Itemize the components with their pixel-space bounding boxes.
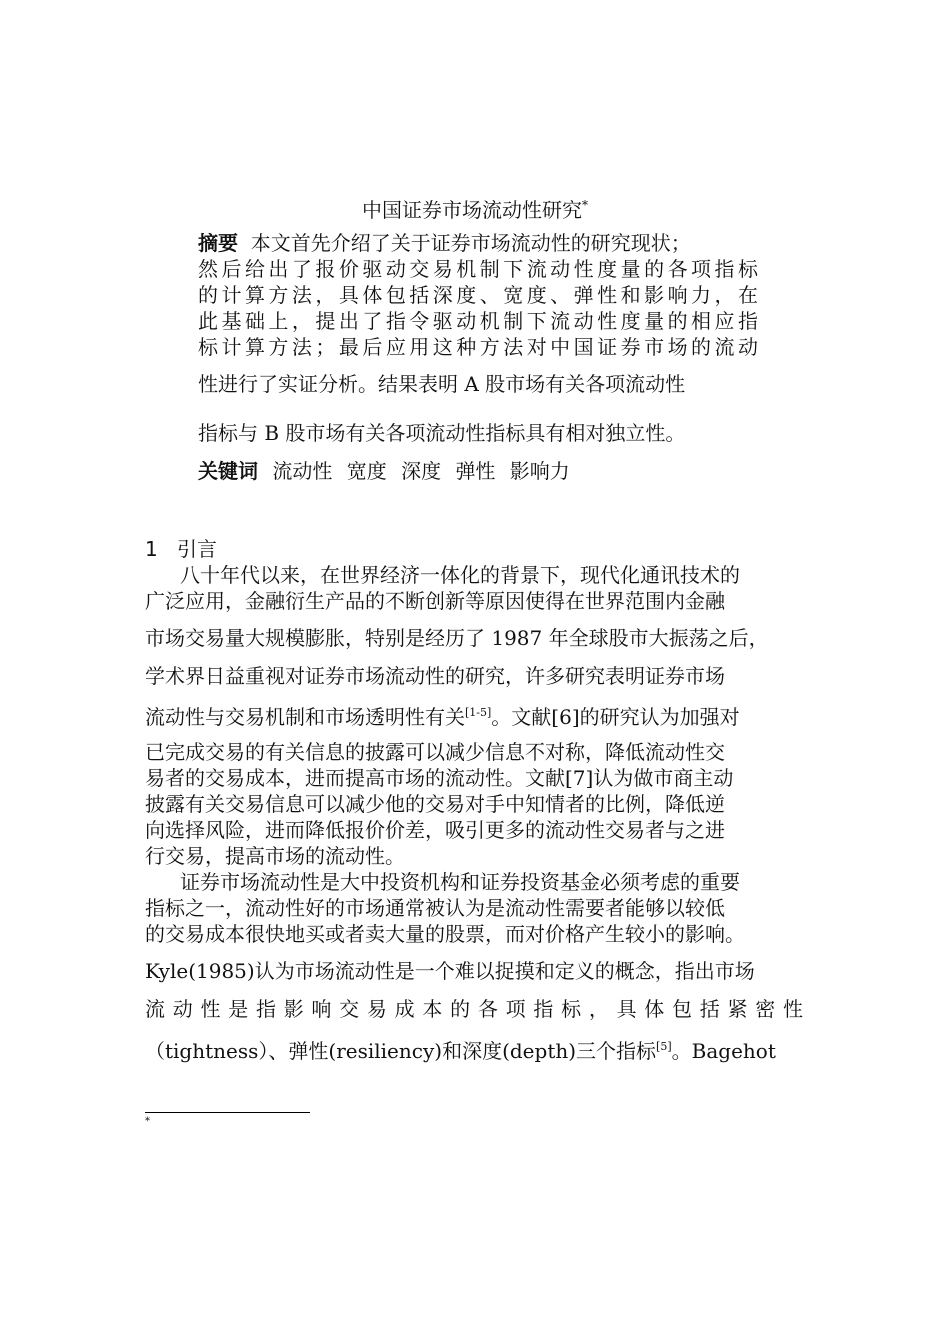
abstract-line-7: 指标与 B 股市场有关各项流动性指标具有相对独立性。	[198, 421, 686, 445]
body-line: 广泛应用，金融衍生产品的不断创新等原因使得在世界范围内金融	[145, 589, 725, 613]
body-text: （tightness）、弹性(resiliency)和深度(depth)三个指标	[145, 1039, 657, 1063]
section-title: 引言	[177, 537, 217, 561]
body-line: 学术界日益重视对证券市场流动性的研究，许多研究表明证券市场	[145, 664, 725, 688]
body-line: Kyle(1985)认为市场流动性是一个难以捉摸和定义的概念，指出市场	[145, 959, 755, 983]
keyword-item: 流动性	[272, 459, 333, 483]
body-line	[145, 700, 740, 730]
body-line: 已完成交易的有关信息的披露可以减少信息不对称，降低流动性交	[145, 740, 725, 764]
body-line: 披露有关交易信息可以减少他的交易对手中知情者的比例，降低逆	[145, 792, 725, 816]
body-line: 八十年代以来，在世界经济一体化的背景下，现代化通讯技术的	[180, 563, 740, 587]
keywords-label: 关键词	[198, 459, 258, 483]
body-line: 证券市场流动性是大中投资机构和证券投资基金必须考虑的重要	[180, 870, 740, 894]
footnote-rule	[145, 1112, 310, 1113]
abstract-label: 摘要	[198, 231, 238, 255]
keyword-item: 弹性	[455, 459, 496, 483]
paper-title-text: 中国证券市场流动性研究	[362, 198, 582, 222]
title-footnote-mark: *	[582, 198, 588, 212]
keyword-item: 深度	[401, 459, 442, 483]
citation-ref: [5]	[656, 1040, 672, 1053]
abstract-line-2: 然后给出了报价驱动交易机制下流动性度量的各项指标	[198, 257, 758, 281]
body-line: 的交易成本很快地买或者卖大量的股票，而对价格产生较小的影响。	[145, 922, 745, 946]
paper-title	[0, 192, 950, 223]
abstract-line-3: 的计算方法，具体包括深度、宽度、弹性和影响力，在	[198, 283, 758, 307]
abstract-line-6: 性进行了实证分析。结果表明 A 股市场有关各项流动性	[198, 372, 686, 396]
body-line	[145, 1034, 776, 1064]
section-heading	[145, 536, 217, 562]
body-text: 流动性与交易机制和市场透明性有关	[145, 705, 465, 729]
section-number: 1	[145, 537, 158, 561]
body-text: 。文献[6]的研究认为加强对	[491, 705, 740, 729]
abstract-line-5: 标计算方法；最后应用这种方法对中国证券市场的流动	[198, 335, 758, 359]
body-line: 向选择风险，进而降低报价价差，吸引更多的流动性交易者与之进	[145, 818, 725, 842]
body-line: 指标之一，流动性好的市场通常被认为是流动性需要者能够以较低	[145, 896, 725, 920]
keywords	[198, 458, 570, 484]
abstract-line-4: 此基础上，提出了指令驱动机制下流动性度量的相应指	[198, 309, 758, 333]
citation-ref: [1-5]	[465, 706, 492, 719]
body-line: 流动性是指影响交易成本的各项指标，具体包括紧密性	[145, 997, 805, 1021]
body-line: 易者的交易成本，进而提高市场的流动性。文献[7]认为做市商主动	[145, 766, 734, 790]
abstract-text-1: 本文首先介绍了关于证券市场流动性的研究现状；	[250, 231, 691, 255]
keyword-item: 宽度	[346, 459, 387, 483]
footnote-mark: *	[145, 1116, 150, 1127]
body-text: 。Bagehot	[671, 1039, 776, 1063]
keyword-item: 影响力	[509, 459, 570, 483]
body-line: 行交易，提高市场的流动性。	[145, 844, 405, 868]
body-line: 市场交易量大规模膨胀，特别是经历了 1987 年全球股市大振荡之后，	[145, 626, 769, 650]
abstract-line-1	[198, 230, 691, 256]
